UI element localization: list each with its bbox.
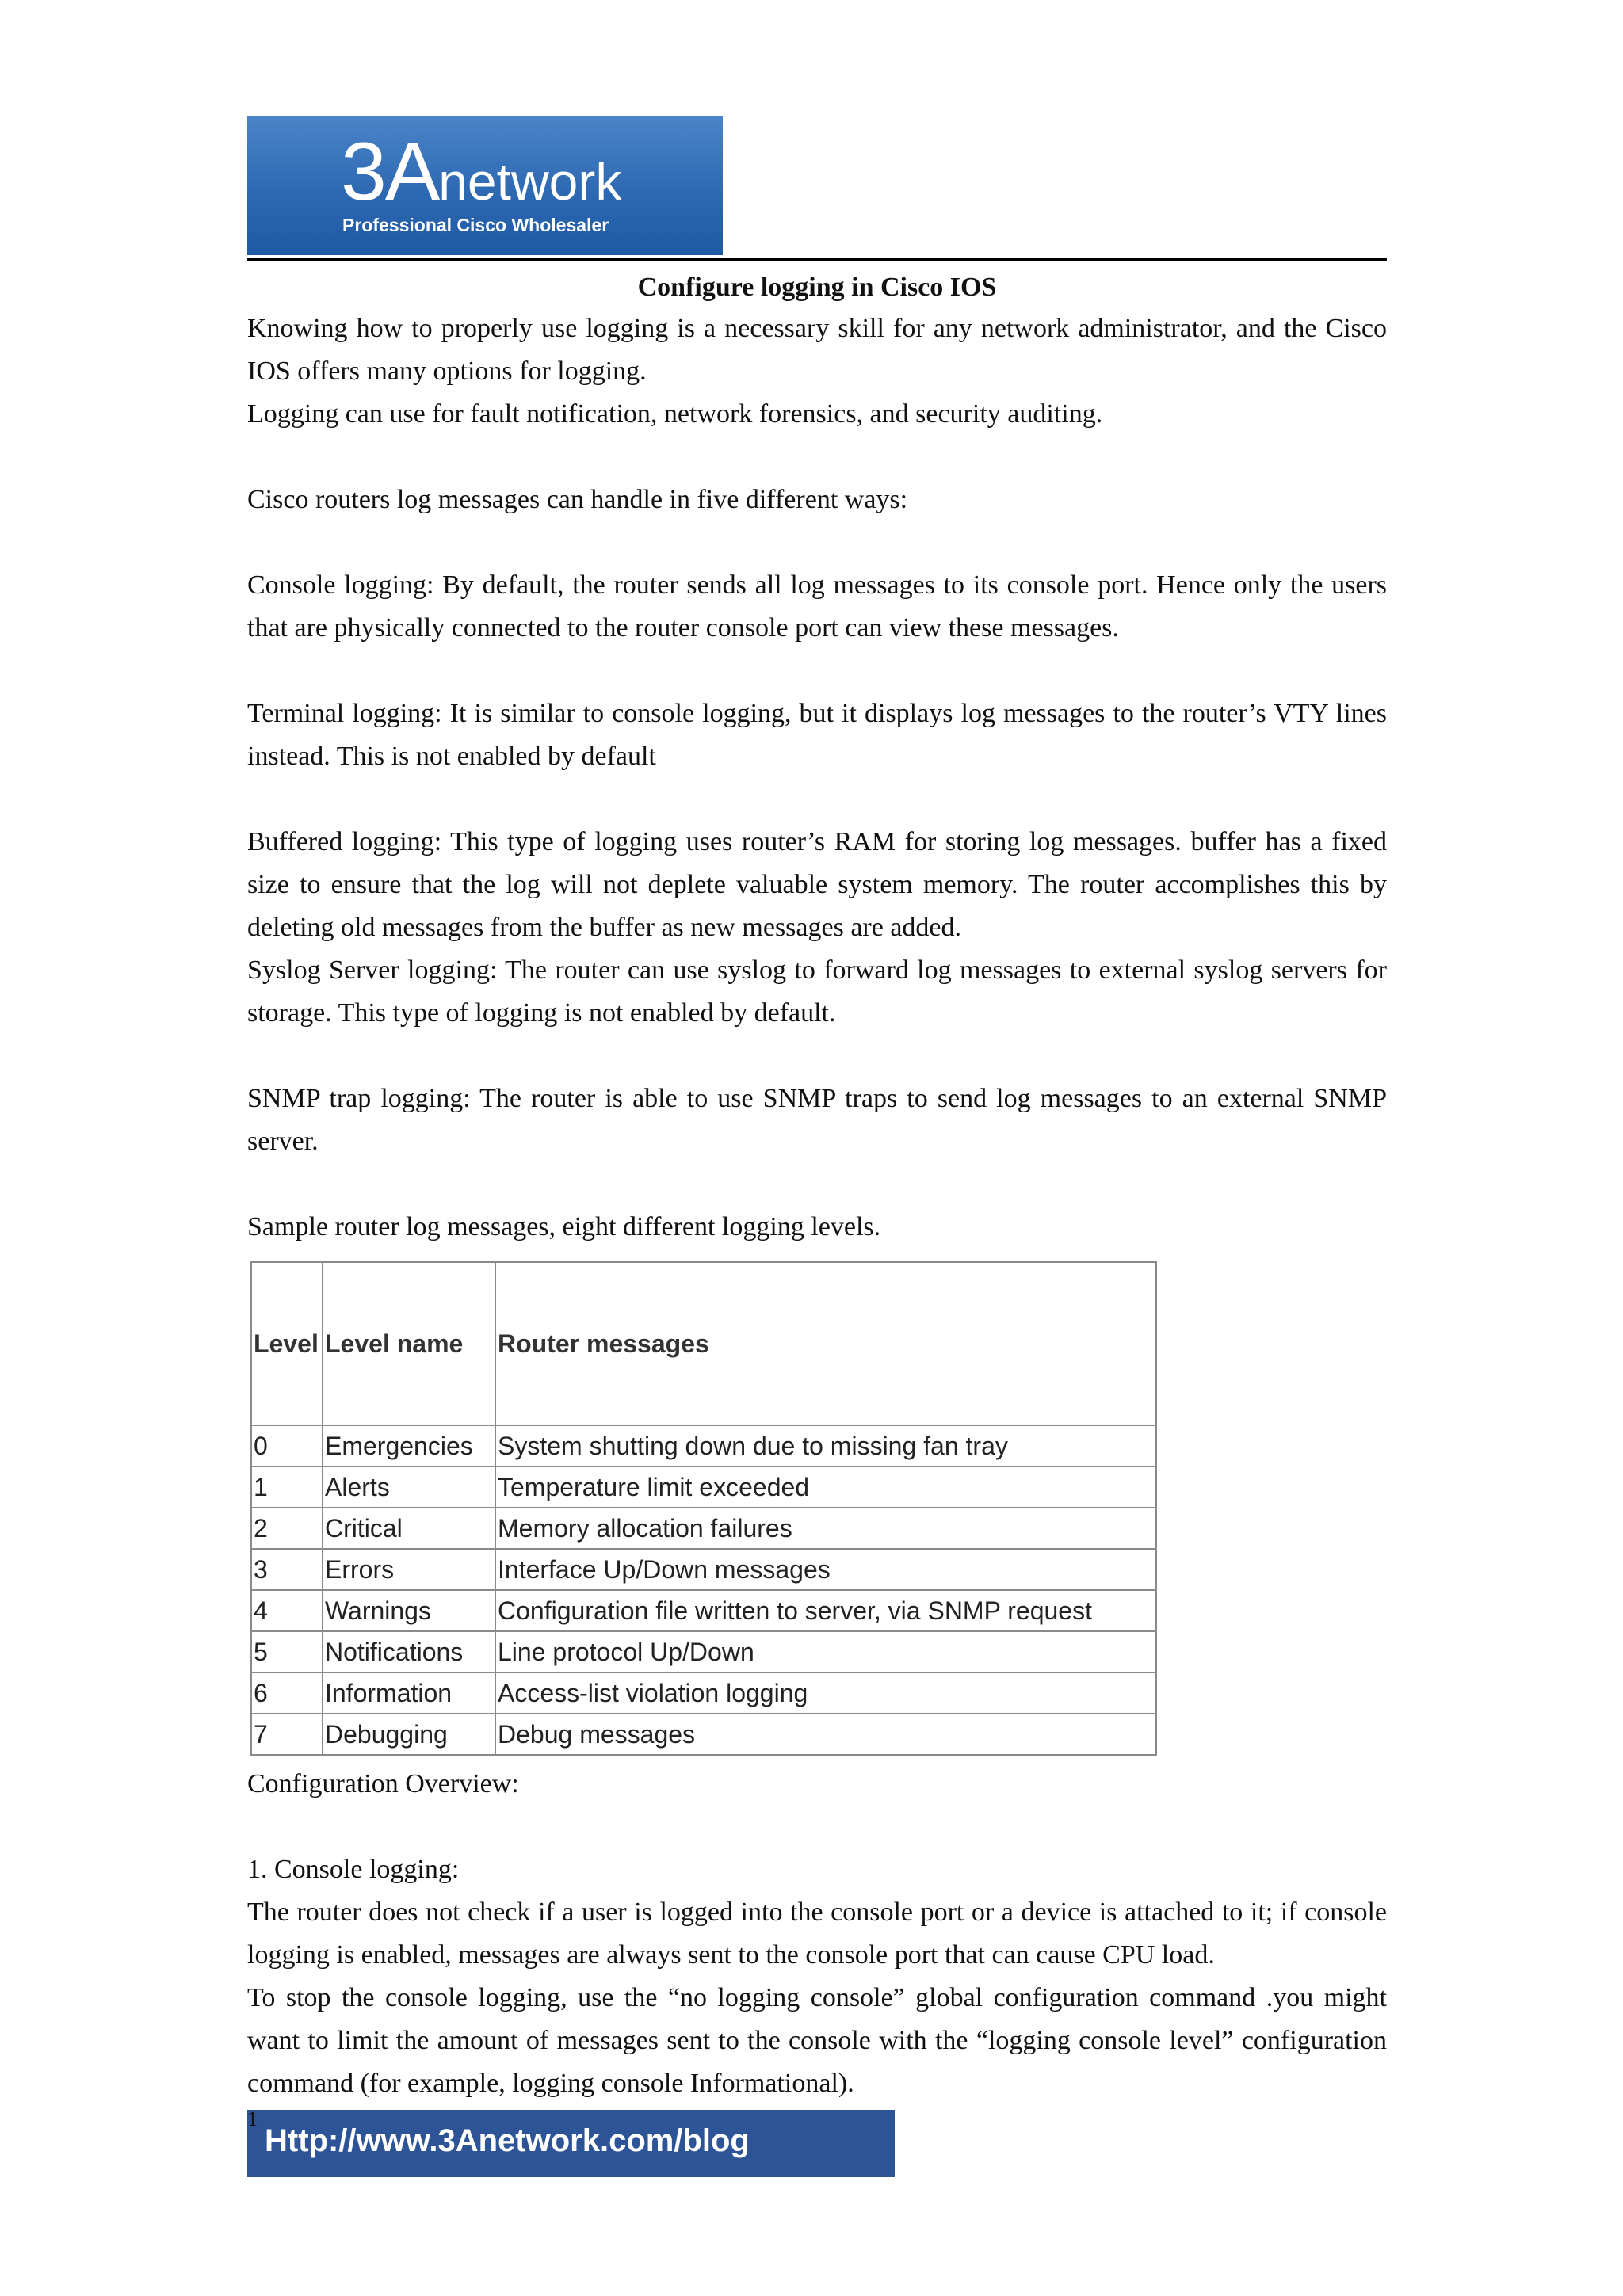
footer-url-text: Http://www.3Anetwork.com/blog (265, 2123, 750, 2158)
table-row (251, 1549, 1156, 1590)
cell-level: 6 (251, 1672, 323, 1714)
cell-level-name: Debugging (323, 1714, 495, 1755)
logo-word-text: network (438, 152, 622, 211)
paragraph: Buffered logging: This type of logging uses router’s RAM for storing log messages. buffer has a fixed size to ensure that the log will not deplete valuable system memory. The router accomplishes this by deleting old messages from the buffer as new messages are added. (247, 827, 1387, 942)
section-heading: Configuration Overview: (247, 1769, 519, 1798)
footer-url-banner (247, 2110, 895, 2177)
cell-level: 7 (251, 1714, 323, 1755)
table-row (251, 1631, 1156, 1672)
header-router-messages: Router messages (495, 1262, 1156, 1425)
cell-router-message: Interface Up/Down messages (495, 1549, 1156, 1590)
header-level-name: Level name (323, 1262, 495, 1425)
logo-tagline: Professional Cisco Wholesaler (342, 215, 609, 235)
table-row (251, 1508, 1156, 1549)
cell-router-message: Debug messages (495, 1714, 1156, 1755)
cell-level: 3 (251, 1549, 323, 1590)
configuration-section (247, 1763, 1387, 2105)
cell-level-name: Warnings (323, 1590, 495, 1631)
header-divider (247, 258, 1387, 261)
cell-router-message: Configuration file written to server, via SNMP request (495, 1590, 1156, 1631)
page-number: 1 (247, 2107, 258, 2130)
cell-level: 4 (251, 1590, 323, 1631)
table-row (251, 1590, 1156, 1631)
paragraph: Console logging: By default, the router sends all log messages to its console port. Hence only the users that are physically connected to the router console port can view these messages. (247, 570, 1387, 643)
intro-section (247, 307, 1387, 1249)
logging-levels-table (250, 1261, 1157, 1756)
cell-level: 5 (251, 1631, 323, 1672)
paragraph: To stop the console logging, use the “no logging console” global configuration command .you might want to limit the amount of messages sent to the console with the “logging console level” configuration command (for example, logging console Informational). (247, 1983, 1387, 2098)
cell-router-message: Memory allocation failures (495, 1508, 1156, 1549)
cell-router-message: Line protocol Up/Down (495, 1631, 1156, 1672)
paragraph: Syslog Server logging: The router can use syslog to forward log messages to external syslog servers for storage. This type of logging is not enabled by default. (247, 955, 1387, 1028)
cell-router-message: System shutting down due to missing fan tray (495, 1425, 1156, 1466)
table-row (251, 1425, 1156, 1466)
cell-level-name: Errors (323, 1549, 495, 1590)
cell-level: 1 (251, 1466, 323, 1508)
paragraph: Cisco routers log messages can handle in five different ways: (247, 485, 908, 514)
table-header-row (251, 1262, 1156, 1425)
cell-router-message: Access-list violation logging (495, 1672, 1156, 1714)
table-row (251, 1714, 1156, 1755)
cell-level-name: Critical (323, 1508, 495, 1549)
cell-level-name: Notifications (323, 1631, 495, 1672)
document-title: Configure logging in Cisco IOS (637, 273, 997, 302)
paragraph: Logging can use for fault notification, network forensics, and security auditing. (247, 399, 1103, 429)
header-level: Level (251, 1262, 323, 1425)
company-logo (247, 116, 723, 255)
paragraph: Terminal logging: It is similar to console logging, but it displays log messages to the router’s VTY lines instead. This is not enabled by default (247, 699, 1387, 771)
cell-router-message: Temperature limit exceeded (495, 1466, 1156, 1508)
logo-wordmark (341, 126, 622, 218)
cell-level-name: Emergencies (323, 1425, 495, 1466)
paragraph: Knowing how to properly use logging is a necessary skill for any network administrator, and the Cisco IOS offers many options for logging. (247, 314, 1387, 386)
cell-level: 0 (251, 1425, 323, 1466)
cell-level-name: Alerts (323, 1466, 495, 1508)
cell-level: 2 (251, 1508, 323, 1549)
cell-level-name: Information (323, 1672, 495, 1714)
table-row (251, 1672, 1156, 1714)
paragraph: SNMP trap logging: The router is able to use SNMP traps to send log messages to an external SNMP server. (247, 1084, 1387, 1156)
table-row (251, 1466, 1156, 1508)
subsection-heading: 1. Console logging: (247, 1855, 460, 1884)
paragraph: Sample router log messages, eight different logging levels. (247, 1212, 881, 1241)
paragraph: The router does not check if a user is logged into the console port or a device is attached to it; if console logging is enabled, messages are always sent to the console port that can cause CPU load. (247, 1897, 1387, 1970)
logo-big-text: 3A (341, 126, 439, 218)
